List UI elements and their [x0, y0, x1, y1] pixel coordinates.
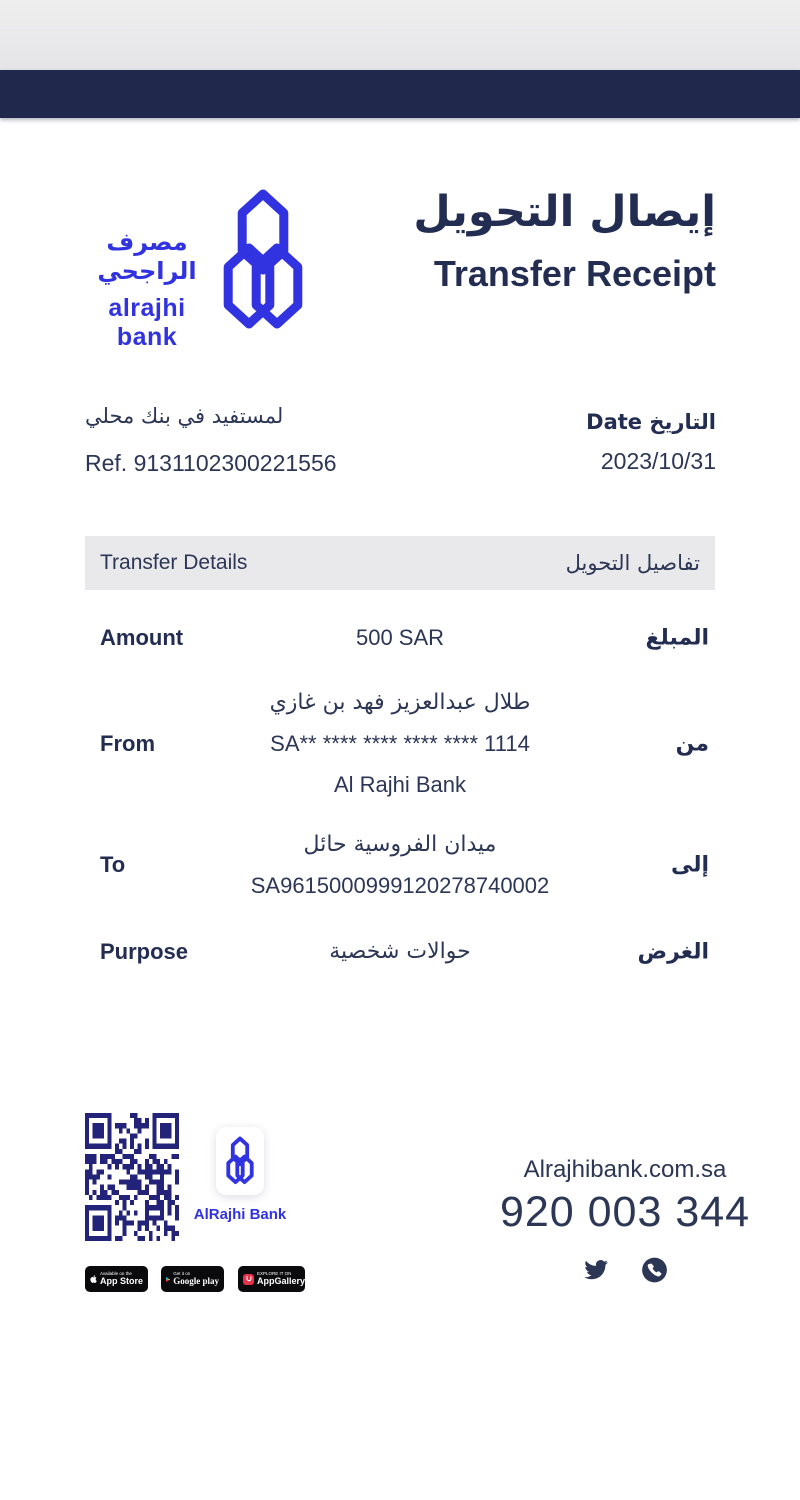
purpose-value: حوالات شخصية: [329, 939, 471, 964]
app-store-badge-top-text: Available on the: [99, 1271, 132, 1277]
whatsapp-icon[interactable]: [641, 1254, 668, 1286]
to-row: [85, 824, 715, 906]
to-iban: SA9615000999120278740002: [250, 873, 550, 898]
apple-icon: [90, 1273, 97, 1285]
app-name-label: AlRajhi Bank: [193, 1206, 287, 1223]
purpose-label-ar: الغرض: [637, 939, 709, 965]
to-label-en: To: [100, 852, 126, 877]
meta-left: [85, 404, 337, 477]
from-row: [85, 682, 715, 805]
app-gallery-badge-top-text: EXPLORE IT ON: [257, 1271, 292, 1277]
amount-label-ar: المبلغ: [645, 625, 709, 651]
from-bank-name: Al Rajhi Bank: [333, 772, 467, 797]
bank-logo: [85, 228, 209, 352]
amount-value: 500 SAR: [355, 625, 445, 650]
section-title-english: Transfer Details: [100, 551, 248, 574]
from-label-ar: من: [675, 731, 709, 756]
qr-code: [85, 1113, 179, 1241]
bank-logo-arabic: مصرف الراجحي: [97, 228, 197, 285]
amount-row: [85, 613, 715, 663]
twitter-icon[interactable]: [582, 1255, 609, 1285]
google-play-icon: [166, 1274, 170, 1285]
alrajhi-emblem-small-icon: [224, 1135, 256, 1187]
date-label: التاريخ Date: [586, 410, 716, 434]
app-store-badge[interactable]: [85, 1266, 148, 1292]
from-masked-account: SA** **** **** **** **** 1114: [270, 731, 530, 756]
alrajhi-app-icon: [216, 1127, 264, 1195]
header-navy-bar: [0, 70, 800, 118]
app-store-badge-bottom-text: App Store: [99, 1276, 143, 1287]
app-gallery-badge[interactable]: [238, 1266, 305, 1292]
google-play-badge-bottom-text: Google play: [173, 1276, 219, 1287]
reference-number: Ref. 9131102300221556: [85, 450, 337, 476]
purpose-label-en: Purpose: [100, 939, 189, 964]
alrajhi-emblem-icon: [222, 186, 304, 341]
google-play-badge[interactable]: [161, 1266, 224, 1292]
transfer-details-section-header: [85, 536, 715, 590]
bank-logo-english: alrajhi bank: [108, 293, 186, 351]
to-label-ar: إلى: [670, 852, 709, 878]
receipt-title-arabic: إيصال التحويل: [413, 187, 716, 237]
google-play-badge-top-text: Get it on: [173, 1271, 191, 1277]
section-title-arabic: تفاصيل التحويل: [565, 551, 700, 575]
social-icons: [480, 1254, 770, 1286]
phone-number: 920 003 344: [499, 1188, 751, 1236]
purpose-row: [85, 927, 715, 977]
website-url[interactable]: Alrajhibank.com.sa: [523, 1156, 727, 1183]
date-value: 2023/10/31: [600, 448, 716, 474]
meta-right: [586, 410, 716, 475]
to-beneficiary-name: ميدان الفروسية حائل: [303, 832, 497, 857]
app-gallery-badge-bottom-text: AppGallery: [257, 1276, 306, 1287]
from-sender-name: طلال عبدالعزيز فهد بن غازي: [269, 690, 531, 715]
beneficiary-note: لمستفيد في بنك محلي: [85, 404, 284, 428]
top-band: [0, 0, 800, 70]
app-gallery-icon: [243, 1274, 254, 1285]
receipt-title: [413, 188, 716, 295]
amount-label-en: Amount: [100, 625, 184, 650]
from-label-en: From: [100, 730, 155, 756]
receipt-title-english: Transfer Receipt: [433, 253, 716, 295]
